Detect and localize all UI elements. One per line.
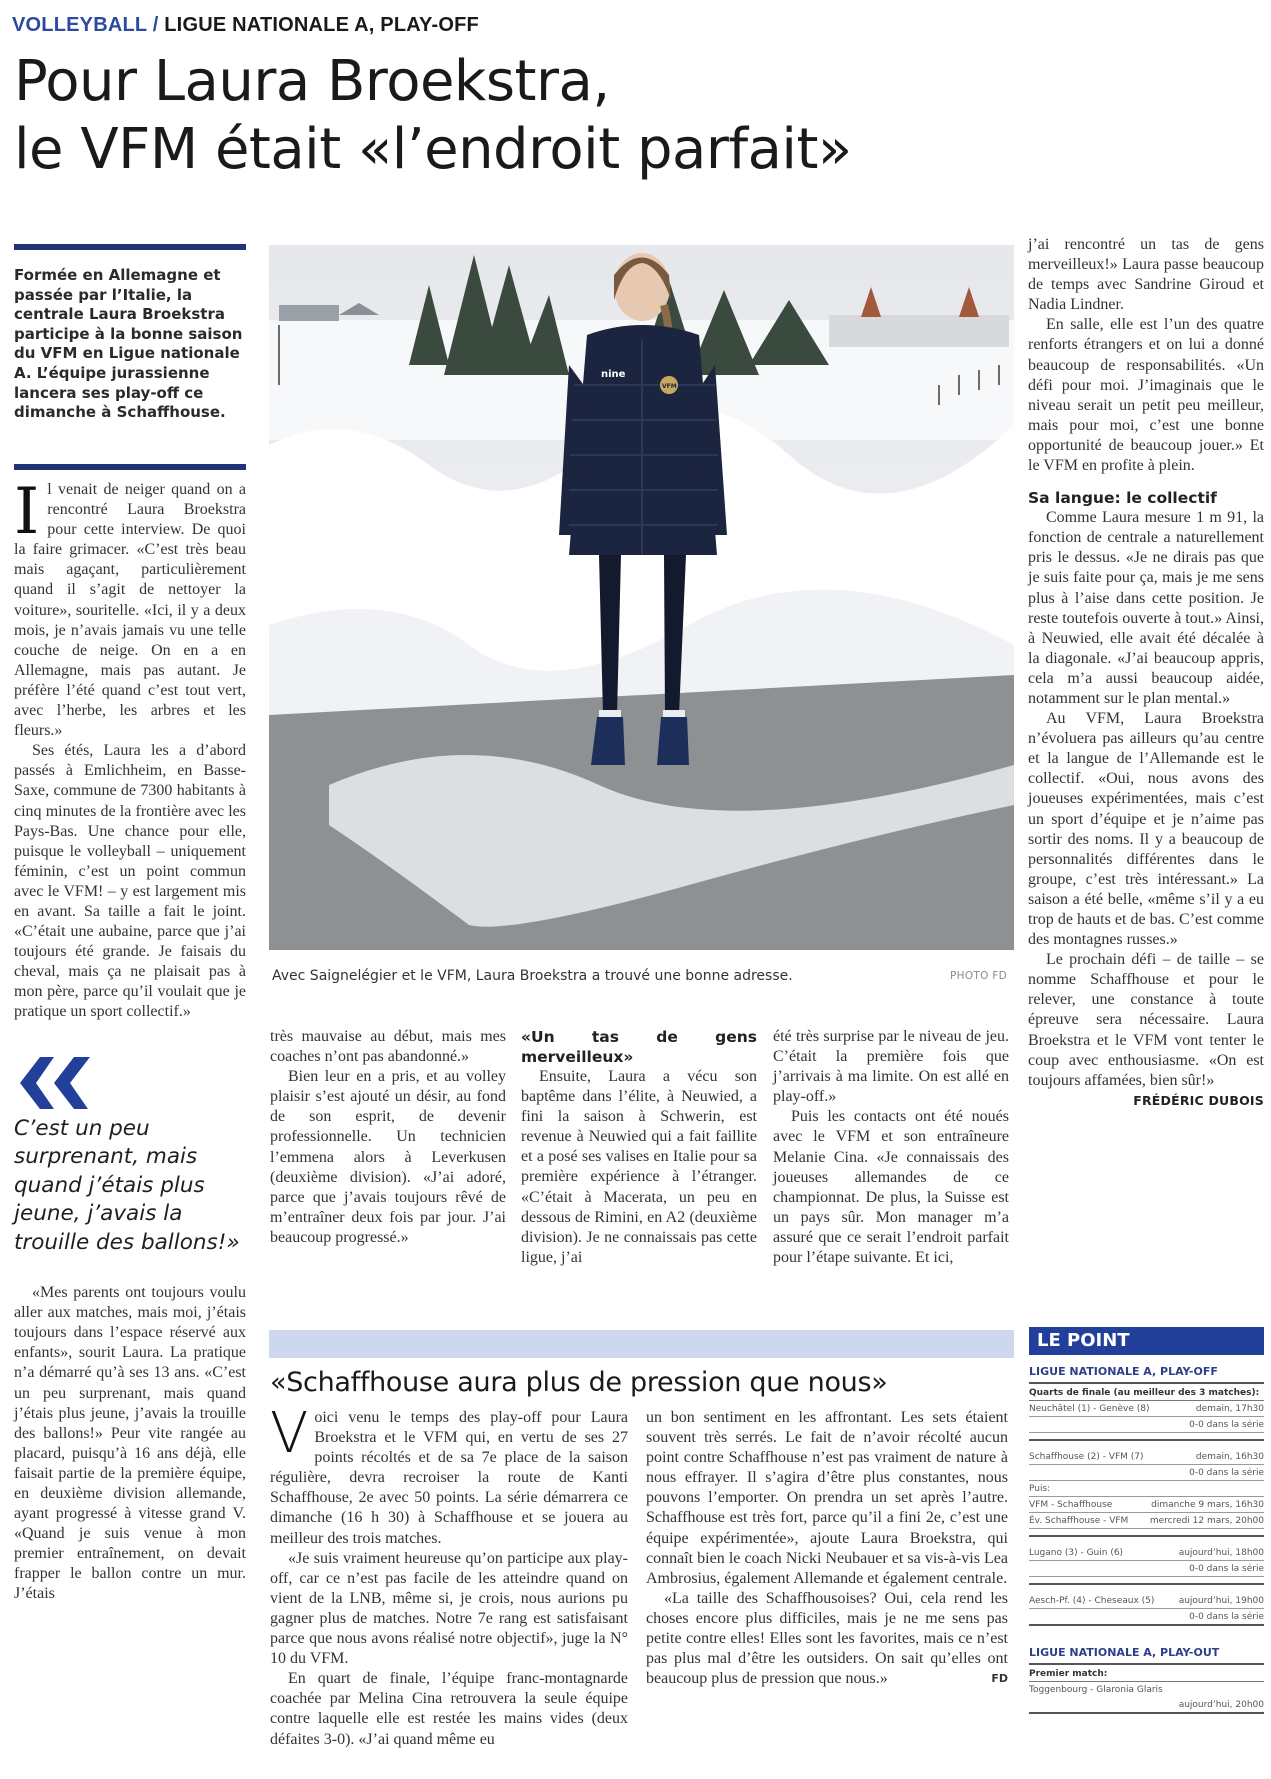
dropcap: V (270, 1401, 309, 1466)
paragraph: Puis les contacts ont été noués avec le VFM et son entraîneure Melanie Cina. «Je connaissais des joueuses allemandes de ce championnat. De plus, la Suisse est un pays sûr. Mon manager m’a assuré que ce serait l’endroit parfait pour l’étape suivante. Et ici, (773, 1108, 1009, 1267)
article-column-5 (1028, 235, 1264, 1111)
kicker-sport: VOLLEYBALL (12, 14, 147, 36)
chapeau-top-rule (14, 244, 246, 250)
series-row: 0-0 dans la série (1029, 1609, 1264, 1626)
match-row: Lugano (3) - Guin (6) aujourd’hui, 18h00 (1029, 1545, 1264, 1561)
quote-mark-icon (18, 1057, 98, 1109)
subhead: «Un tas de gens merveilleux» (521, 1028, 757, 1066)
playoff-heading: LIGUE NATIONALE A, PLAY-OFF (1029, 1365, 1264, 1384)
paragraph: Le prochain défi – de taille – se nomme Schaffhouse et pour le relever, une constance à toute épreuve sera nécessaire. Laura Broekstra et le VFM vont tenter le coup avec enthousiasme. «On est toujours affamées, bien sûr!» (1028, 951, 1264, 1089)
playoff-subheading: Quarts de finale (au meilleur des 3 matches): (1029, 1384, 1264, 1401)
chapeau-bottom-rule (14, 464, 246, 470)
paragraph: «La taille des Schaffhousoises? Oui, cela rend les choses encore plus difficiles, mais je ne me sens pas petite contre elles! Elles sont les favorites, mais ce n’est pas plus mal d’être les outsiders. On sait qu’elles ont beaucoup plus de pression que nous.» FD (646, 1589, 1008, 1689)
paragraph: Ses étés, Laura les a d’abord passés à Emlichheim, en Basse-Saxe, commune de 7300 habitants à cinq minutes de la frontière avec les Pays-Bas. Une chance pour elle, puisque le volleyball – uniquement féminin, c’est un point commun avec le VFM! – y est largement mis en avant. Sa taille a fait le joint. «C’était une aubaine, parce que j’ai toujours été grande. Je faisais du cheval, mais ça ne plaisait pas à mon père, parce qu’il voulait que je pratique un sport collectif.» (14, 742, 246, 1021)
section-kicker (12, 14, 479, 37)
kicker-league: LIGUE NATIONALE A, PLAY-OFF (164, 14, 479, 36)
jacket-logo: VFM (662, 383, 677, 390)
paragraph: Il venait de neiger quand on a rencontré Laura Broekstra pour cette interview. De quoi la faire grimacer. «C’est très beau mais agaçant, particulièrement quand il s’agit de nettoyer la voiture», souritelle. «Ici, il y a deux mois, je n’avais jamais vu une telle couche de neige. On en a en Allemagne, mais pas autant. Je préfère l’été quand c’est tout vert, avec l’herbe, les arbres et les fleurs.» (14, 475, 246, 740)
divider (1029, 1529, 1264, 1537)
photo-caption: Avec Saignelégier et le VFM, Laura Broekstra a trouvé une bonne adresse. (272, 968, 793, 984)
match-row: Aesch-Pf. (4) - Cheseaux (5) aujourd’hui, 19h00 (1029, 1593, 1264, 1609)
headline-line-2: le VFM était «l’endroit parfait» (14, 117, 852, 182)
paragraph: Bien leur en a pris, et au volley plaisir s’est ajouté un désir, au fond de son esprit, de devenir professionnelle. Un technicien l’emmena alors à Leverkusen (deuxième division). «J’ai adoré, parce que j’avais toujours rêvé de m’entraîner deux fois par jour. J’ai beaucoup progressé.» (270, 1068, 506, 1246)
match-row: Neuchâtel (1) - Genève (8) demain, 17h30 (1029, 1401, 1264, 1417)
divider (1029, 1433, 1264, 1441)
pull-quote: C’est un peu surprenant, mais quand j’étais plus jeune, j’avais la trouille des ballons!» (14, 1115, 240, 1255)
left-column (14, 475, 246, 1605)
byline: FRÉDÉRIC DUBOIS (1133, 1092, 1264, 1108)
time-row: aujourd’hui, 20h00 (1029, 1697, 1264, 1714)
paragraph: En salle, elle est l’un des quatre renforts étrangers et on lui a donné beaucoup de responsabilités. «Un défi pour moi. J’imaginais que le niveau serait un petit peu meilleur, mais pour moi, c’est une bonne opportunité de beaucoup jouer.» Et le VFM en profite à plein. (1028, 316, 1264, 475)
article-column-1-cont (14, 1283, 246, 1605)
playout-subheading: Premier match: (1029, 1665, 1264, 1682)
subhead: Sa langue: le collectif (1028, 489, 1217, 508)
paragraph: «Mes parents ont toujours voulu aller aux matches, mais moi, j’étais toujours dans l’espace réservé aux enfants», sourit Laura. La pratique n’a démarré qu’à ses 13 ans. «C’est un peu surprenant, mais quand j’étais plus jeune, j’avais la trouille des ballons!» Peur vite rangée au placard, puisqu’à 16 ans déjà, elle faisait partie de la première équipe, en deuxième division allemande, ayant progressé à vitesse grand V. «Quand je suis venue à mon premier entraînement, on devait frapper le ballon contre un mur. J’étais (14, 1284, 246, 1603)
match-row: Év. Schaffhouse - VFM mercredi 12 mars, 20h00 (1029, 1513, 1264, 1529)
paragraph: Comme Laura mesure 1 m 91, la fonction de centrale a naturellement pris le dessus. «Je ne dirais pas que je suis faite pour ça, mais je me sens plus à l’aise dans cette position. Je reste toutefois ouverte à tout.» Ainsi, à Neuwied, elle avait été décalée à la diagonale. «J’ai beaucoup appris, cela m’a aussi beaucoup aidée, notamment sur le plan mental.» (1028, 509, 1264, 707)
divider (1029, 1577, 1264, 1585)
match-row: Toggenbourg - Glaronia Glaris (1029, 1685, 1163, 1695)
paragraph: En quart de finale, l’équipe franc-montagnarde coachée par Melina Cina retrouvera la seule équipe contre laquelle elle est restée les mains vides (deux défaites 3-0). «J’ai quand même eu (270, 1670, 628, 1748)
match-row: Schaffhouse (2) - VFM (7) demain, 16h30 (1029, 1449, 1264, 1465)
le-point-box (1029, 1327, 1264, 1714)
article-column-3 (521, 1027, 757, 1268)
series-row: 0-0 dans la série (1029, 1417, 1264, 1433)
sidebar-column-a (270, 1401, 628, 1750)
paragraph: j’ai rencontré un tas de gens merveilleux!» Laura passe beaucoup de temps avec Sandrine Giroud et Nadia Lindner. (1028, 236, 1264, 314)
paragraph: Ensuite, Laura a vécu son baptême dans l’élite, à Neuwied, a fini la saison à Schwerin, est revenue à Neuwied qui a fait faillite et a posé ses valises en Italie pour sa première expérience à l’étranger. «C’était à Macerata, un peu en dessous de Rimini, en A2 (deuxième division). Je ne connaissais pas cette ligue, j’ai (521, 1068, 757, 1266)
chapeau: Formée en Allemagne et passée par l’Italie, la centrale Laura Broekstra participe à la bonne saison du VFM en Ligue nationale A. L’équipe jurassienne lancera ses play-off ce dimanche à Schaffhouse. (14, 266, 243, 422)
le-point-title: LE POINT (1029, 1327, 1264, 1355)
article-photo (269, 245, 1014, 950)
sidebar-headline: «Schaffhouse aura plus de pression que nous» (270, 1367, 888, 1398)
paragraph: Au VFM, Laura Broekstra n’évoluera pas ailleurs qu’au centre et la langue de l’Allemande est le collectif. «Oui, nous avons des joueuses expérimentées, mais c’est un sport d’équipe et je n’aime pas sortir des noms. Il y a beaucoup de personnalités différentes dans le groupe, c’est très intéressant.» La saison a été belle, «même s’il y a eu trop de hauts et de bas. C’est comme des montagnes russes.» (1028, 710, 1264, 949)
series-row: 0-0 dans la série (1029, 1561, 1264, 1577)
article-column-2 (270, 1027, 506, 1248)
paragraph: un bon sentiment en les affrontant. Les sets étaient souvent très serrés. Le fait de n’avoir récolté aucun point contre Schaffhouse n’est pas vraiment de nature à nous effrayer. Il s’agira d’être plus constantes, nous pouvons l’emporter. On prendra un set après l’autre. Schaffhouse est très fort, parce qu’il a fini 2e, c’est une équipe expérimentée», ajoute Laura Broekstra, qui connaît bien le coach Nicki Neubauer et sa vis-à-vis Lea Ambrosius, également Allemande et également centrale. (646, 1409, 1008, 1587)
headline-line-1: Pour Laura Broekstra, (14, 49, 610, 114)
paragraph: «Je suis vraiment heureuse qu’on participe aux play-off, car ce n’est pas facile de les atteindre quand on vient de la LNB, même si, je crois, nous aurions pu gagner plus de matches. Notre 7e rang est satisfaisant parce que nous avons réalisé notre objectif», juge la N° 10 du VFM. (270, 1549, 628, 1668)
signature: FD (991, 1672, 1008, 1686)
then-label: Puis: (1029, 1481, 1264, 1497)
kicker-separator: / (152, 14, 159, 36)
series-row: 0-0 dans la série (1029, 1465, 1264, 1481)
paragraph: été très surprise par le niveau de jeu. C’était la première fois que j’arrivais à ma limite. On est allé en play-off.» (773, 1028, 1009, 1106)
sidebar-band (269, 1330, 1014, 1358)
article-column-4 (773, 1027, 1009, 1268)
photo-credit: PHOTO FD (950, 970, 1008, 982)
article-column-1 (14, 475, 246, 1023)
jacket-brand: nine (601, 369, 626, 380)
playout-heading: LIGUE NATIONALE A, PLAY-OUT (1029, 1646, 1264, 1665)
dropcap: I (14, 475, 40, 549)
match-row: VFM - Schaffhouse dimanche 9 mars, 16h30 (1029, 1497, 1264, 1513)
page-title (14, 48, 1254, 184)
paragraph: Voici venu le temps des play-off pour Laura Broekstra et le VFM qui, en vertu de ses 27 points récoltés et de sa 7e place de la saison régulière, devra recroiser la route de Kanti Schaffhouse, 2e avec 50 points. La série démarrera ce dimanche (16 h 30) à Schaffhouse et se jouera au meilleur des trois matches. (270, 1401, 628, 1547)
sidebar-column-b (646, 1408, 1008, 1689)
paragraph: très mauvaise au début, mais mes coaches n’ont pas abandonné.» (270, 1028, 506, 1066)
photo-image (269, 245, 1014, 950)
